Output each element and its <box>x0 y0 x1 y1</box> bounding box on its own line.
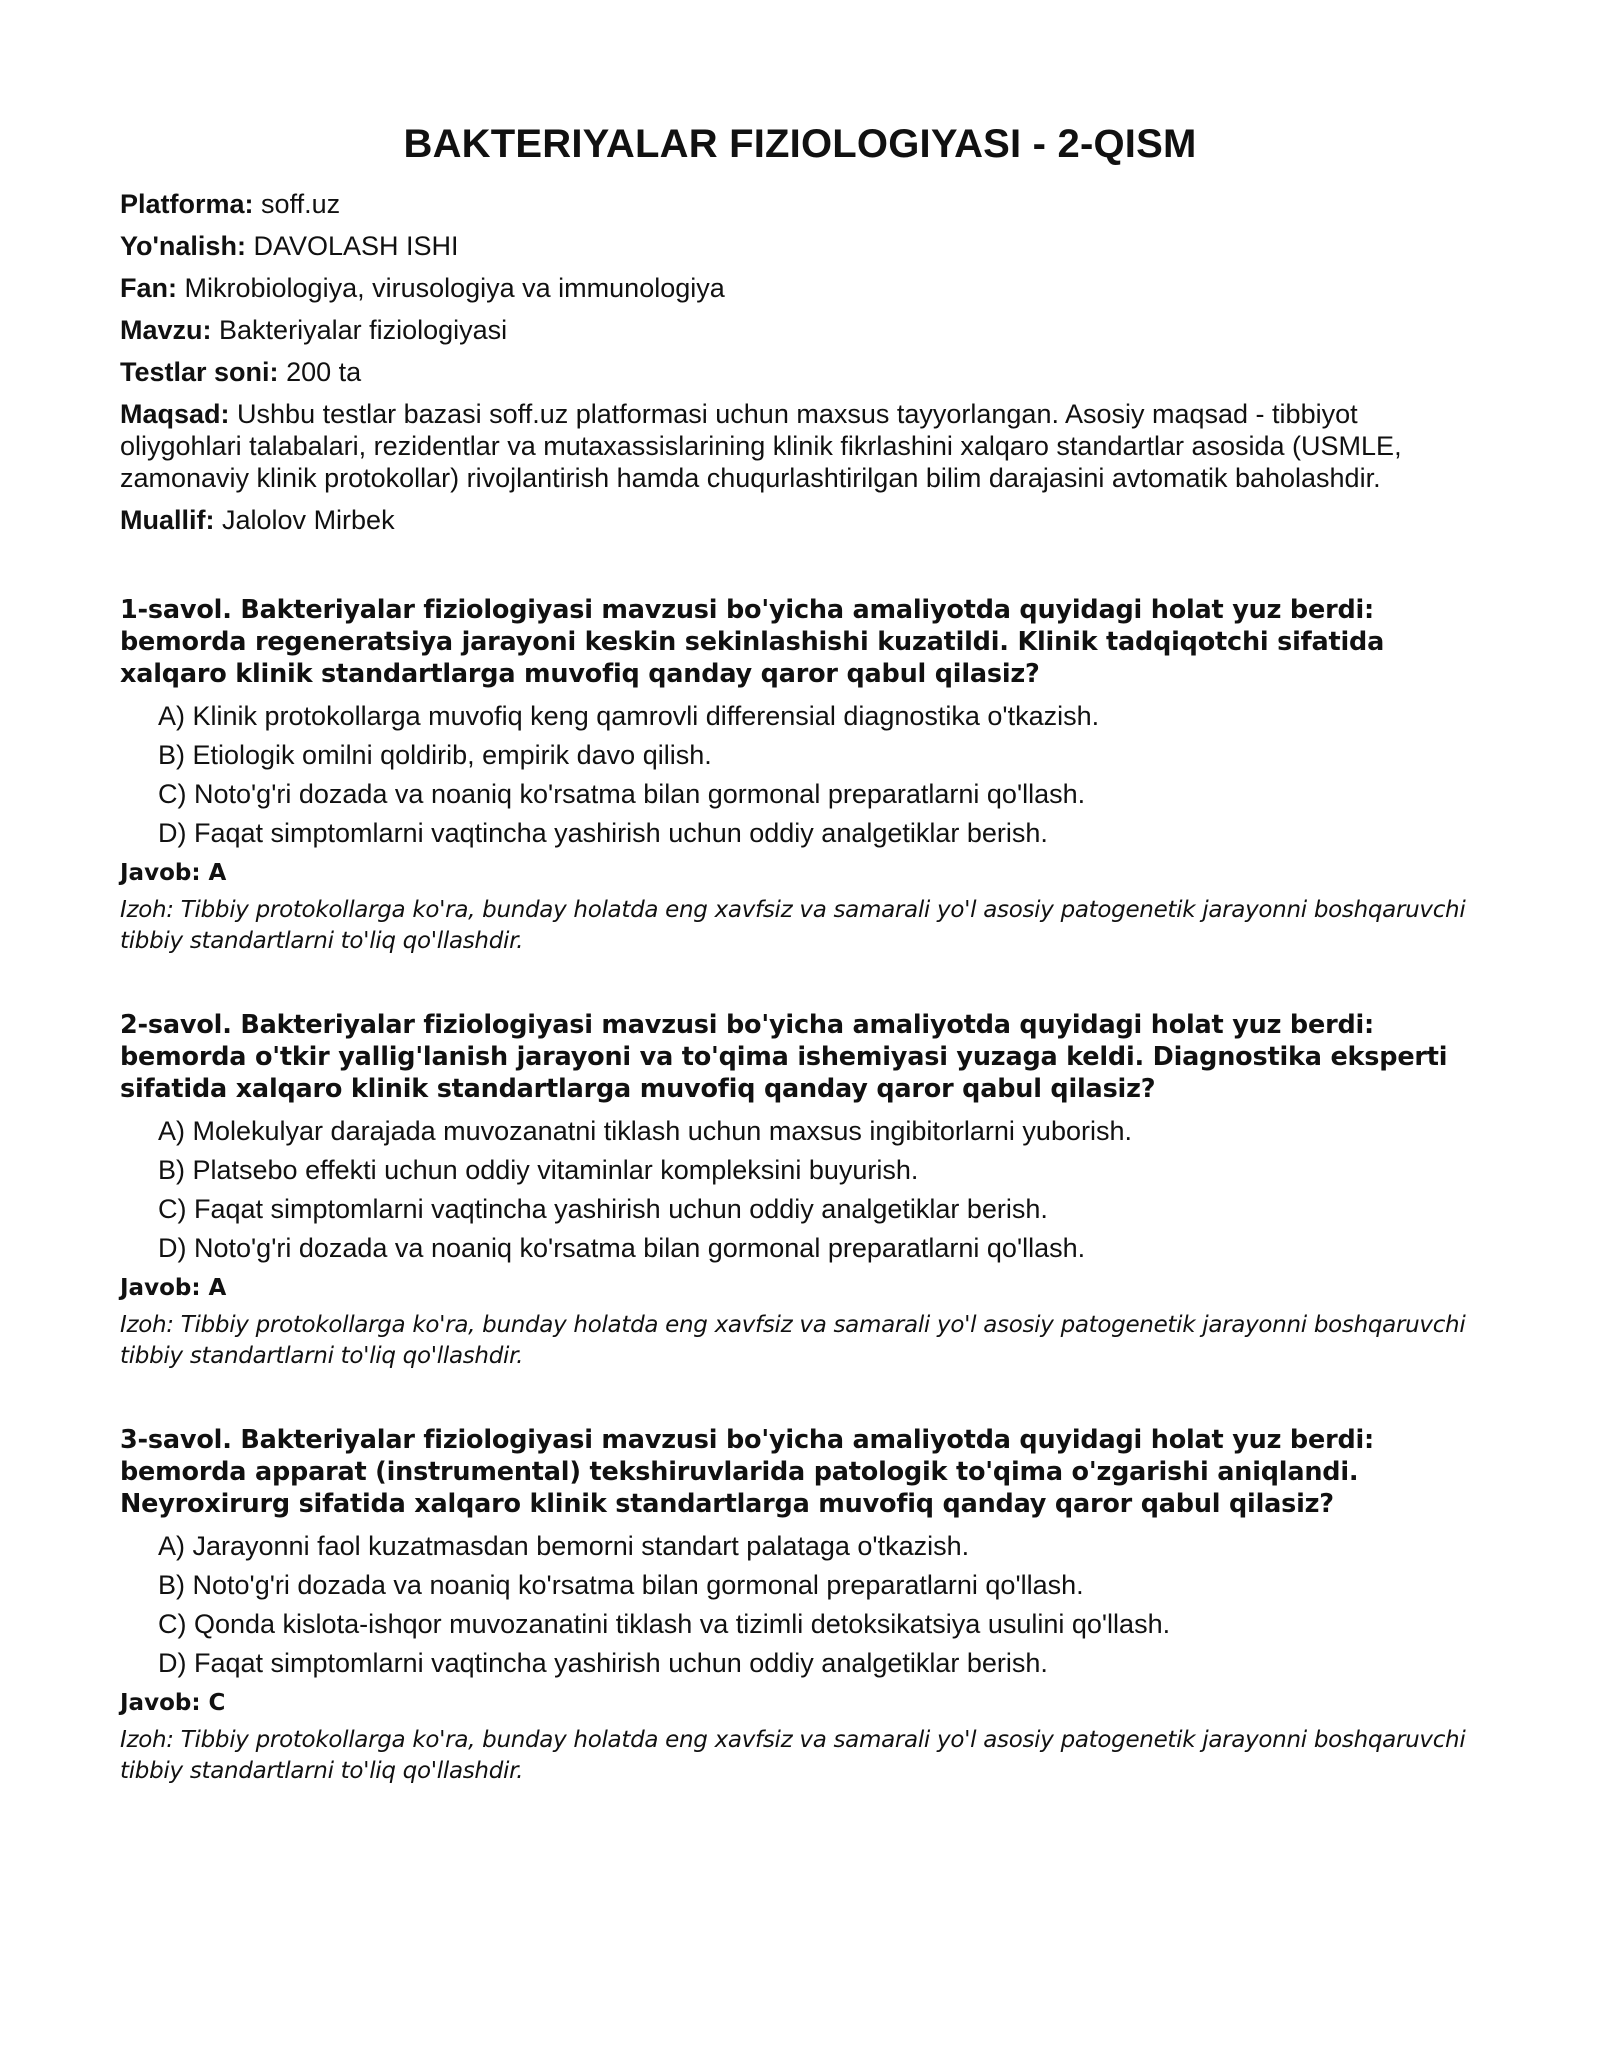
meta-value: Jalolov Mirbek <box>222 505 395 535</box>
document-page <box>120 120 1480 1839</box>
answer-option: D) Faqat simptomlarni vaqtincha yashirish uchun oddiy analgetiklar berish. <box>158 1648 1048 1678</box>
answer-option: A) Jarayonni faol kuzatmasdan bemorni standart palataga o'tkazish. <box>158 1531 970 1561</box>
meta-purpose <box>120 398 1480 494</box>
meta-value: Ushbu testlar bazasi soff.uz platformasi uchun maxsus tayyorlangan. Asosiy maqsad - tibbiyot oliygohlari talabalari, rezidentlar va mutaxassislarining klinik fikrlashini xalqaro standartlar asosida (USMLE, zamonaviy klinik protokollar) rivojlantirish hamda chuqurlashtirilgan bilim darajasini avtomatik baholashdir. <box>120 399 1402 493</box>
question-item <box>120 1424 1480 1787</box>
meta-test-count <box>120 356 1480 388</box>
answer-option: B) Noto'g'ri dozada va noaniq ko'rsatma bilan gormonal preparatlarni qo'llash. <box>158 1570 1084 1600</box>
answer-options <box>120 1115 1480 1264</box>
meta-subject <box>120 272 1480 304</box>
meta-author <box>120 504 1480 536</box>
meta-label: Muallif: <box>120 505 215 535</box>
question-text: 2-savol. Bakteriyalar fiziologiyasi mavzusi bo'yicha amaliyotda quyidagi holat yuz berdi: bemorda o'tkir yallig'lanish jarayoni va to'qima ishemiyasi yuzaga keldi. Diagnostika eksperti sifatida xalqaro klinik standartlarga muvofiq qanday qaror qabul qilasiz? <box>120 1010 1448 1104</box>
answer-option: D) Faqat simptomlarni vaqtincha yashirish uchun oddiy analgetiklar berish. <box>158 818 1048 848</box>
explanation-note: Izoh: Tibbiy protokollarga ko'ra, bunday holatda eng xavfsiz va samarali yo'l asosiy patogenetik jarayonni boshqaruvchi tibbiy standartlarni to'liq qo'llashdir. <box>120 1312 1466 1369</box>
correct-answer: Javob: A <box>120 860 227 886</box>
meta-label: Yo'nalish: <box>120 231 246 261</box>
answer-option: C) Faqat simptomlarni vaqtincha yashirish uchun oddiy analgetiklar berish. <box>158 1194 1048 1224</box>
question-text: 1-savol. Bakteriyalar fiziologiyasi mavzusi bo'yicha amaliyotda quyidagi holat yuz berdi: bemorda regeneratsiya jarayoni keskin sekinlashishi kuzatildi. Klinik tadqiqotchi sifatida xalqaro klinik standartlarga muvofiq qanday qaror qabul qilasiz? <box>120 595 1385 689</box>
document-title: BAKTERIYALAR FIZIOLOGIYASI - 2-QISM <box>403 122 1197 166</box>
meta-value: Bakteriyalar fiziologiyasi <box>219 315 508 345</box>
answer-option: C) Qonda kislota-ishqor muvozanatini tiklash va tizimli detoksikatsiya usulini qo'llash. <box>158 1609 1171 1639</box>
meta-value: soff.uz <box>261 189 341 219</box>
meta-label: Mavzu: <box>120 315 212 345</box>
question-item <box>120 1009 1480 1372</box>
meta-label: Platforma: <box>120 189 254 219</box>
question-item <box>120 594 1480 957</box>
correct-answer: Javob: C <box>120 1690 226 1716</box>
meta-value: Mikrobiologiya, virusologiya va immunologiya <box>184 273 725 303</box>
answer-options <box>120 700 1480 849</box>
meta-value: DAVOLASH ISHI <box>253 231 459 261</box>
answer-option: B) Etiologik omilni qoldirib, empirik davo qilish. <box>158 740 712 770</box>
explanation-note: Izoh: Tibbiy protokollarga ko'ra, bunday holatda eng xavfsiz va samarali yo'l asosiy patogenetik jarayonni boshqaruvchi tibbiy standartlarni to'liq qo'llashdir. <box>120 1727 1466 1784</box>
meta-block <box>120 188 1480 536</box>
meta-label: Fan: <box>120 273 177 303</box>
answer-option: A) Klinik protokollarga muvofiq keng qamrovli differensial diagnostika o'tkazish. <box>158 701 1100 731</box>
meta-platform <box>120 188 1480 220</box>
meta-label: Testlar soni: <box>120 357 279 387</box>
meta-label: Maqsad: <box>120 399 230 429</box>
explanation-note: Izoh: Tibbiy protokollarga ko'ra, bunday holatda eng xavfsiz va samarali yo'l asosiy patogenetik jarayonni boshqaruvchi tibbiy standartlarni to'liq qo'llashdir. <box>120 897 1466 954</box>
meta-topic <box>120 314 1480 346</box>
answer-option: D) Noto'g'ri dozada va noaniq ko'rsatma bilan gormonal preparatlarni qo'llash. <box>158 1233 1086 1263</box>
answer-option: B) Platsebo effekti uchun oddiy vitaminlar kompleksini buyurish. <box>158 1155 919 1185</box>
meta-direction <box>120 230 1480 262</box>
question-text: 3-savol. Bakteriyalar fiziologiyasi mavzusi bo'yicha amaliyotda quyidagi holat yuz berdi: bemorda apparat (instrumental) tekshiruvlarida patologik to'qima o'zgarishi aniqlandi. Neyroxirurg sifatida xalqaro klinik standartlarga muvofiq qanday qaror qabul qilasiz? <box>120 1425 1375 1519</box>
meta-value: 200 ta <box>286 357 362 387</box>
questions-list <box>120 594 1480 1787</box>
answer-options <box>120 1530 1480 1679</box>
answer-option: C) Noto'g'ri dozada va noaniq ko'rsatma bilan gormonal preparatlarni qo'llash. <box>158 779 1086 809</box>
correct-answer: Javob: A <box>120 1275 227 1301</box>
answer-option: A) Molekulyar darajada muvozanatni tiklash uchun maxsus ingibitorlarni yuborish. <box>158 1116 1132 1146</box>
